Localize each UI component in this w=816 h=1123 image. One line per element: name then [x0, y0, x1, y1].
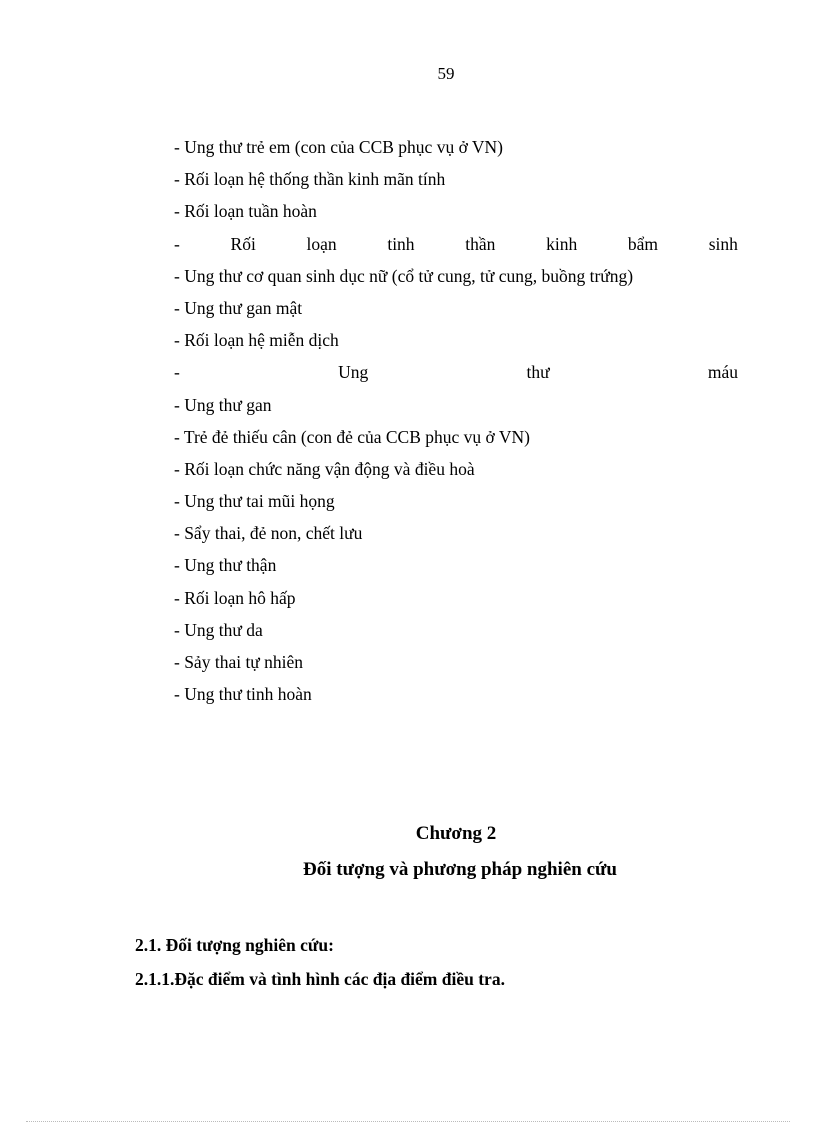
list-item-word: thần: [465, 233, 496, 254]
list-item: - Rối loạn tuần hoàn: [174, 201, 317, 222]
list-item: - Trẻ đẻ thiếu cân (con đẻ của CCB phục vụ ở VN): [174, 426, 530, 447]
list-item: - Rối loạn chức năng vận động và điều hoà: [174, 458, 475, 479]
list-item-word: loạn: [306, 233, 337, 254]
list-item-word: thư: [526, 362, 550, 383]
list-item: - Ung thư da: [174, 619, 263, 640]
list-item: [174, 356, 738, 388]
list-item: - Ung thư thận: [174, 555, 277, 576]
page-bottom-divider: [26, 1121, 790, 1122]
list-item: - Sảy thai tự nhiên: [174, 652, 304, 672]
section-heading: 2.1. Đối tượng nghiên cứu:: [135, 935, 334, 955]
list-item: - Rối loạn hô hấp: [174, 587, 296, 608]
list-item: - Ung thư gan: [174, 394, 272, 415]
list-item: - Ung thư tai mũi họng: [174, 491, 335, 512]
list-item-word: Ung: [338, 362, 369, 383]
list-item-word: kinh: [546, 233, 578, 254]
list-item: - Ung thư cơ quan sinh dục nữ (cổ tử cung, tử cung, buồng trứng): [174, 265, 634, 286]
list-item-word: bẩm: [627, 233, 659, 254]
subsection-heading: 2.1.1.Đặc điểm và tình hình các địa điểm điều tra.: [135, 969, 505, 989]
chapter-label: Chương 2: [415, 823, 497, 844]
list-item: - Ung thư tinh hoàn: [174, 684, 312, 705]
list-item: [174, 228, 738, 260]
list-item-word: -: [174, 362, 180, 383]
list-item: - Ung thư gan mật: [174, 297, 303, 318]
page-number: 59: [437, 64, 455, 83]
list-item-word: máu: [707, 362, 738, 383]
list-item-word: sinh: [708, 233, 738, 254]
list-item: - Sẩy thai, đẻ non, chết lưu: [174, 523, 363, 544]
list-item: - Rối loạn hệ miễn dịch: [174, 330, 339, 351]
list-item: - Ung thư trẻ em (con của CCB phục vụ ở VN): [174, 137, 503, 157]
disease-list: [174, 131, 738, 710]
list-item-word: Rối: [230, 233, 256, 254]
chapter-title: Đối tượng và phương pháp nghiên cứu: [303, 859, 617, 880]
list-item-word: tinh: [387, 233, 415, 254]
list-item: - Rối loạn hệ thống thần kinh mãn tính: [174, 169, 446, 190]
list-item-word: -: [174, 233, 180, 254]
